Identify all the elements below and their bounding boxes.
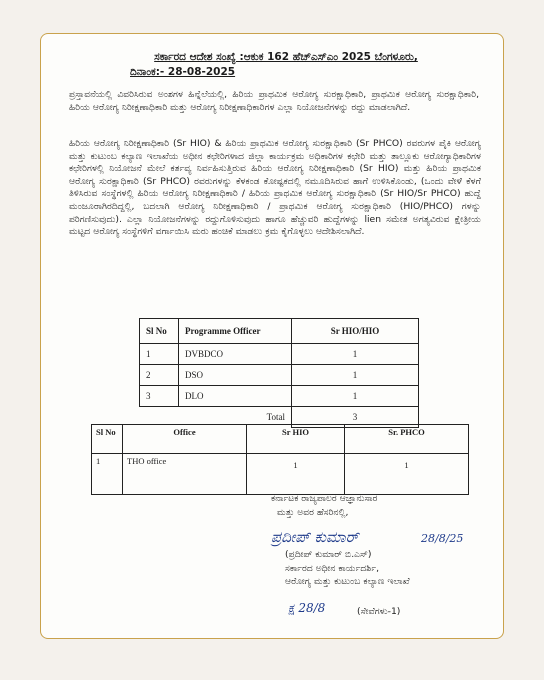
table-cell: 1: [140, 344, 179, 365]
handwritten-initials: ಕ್ಷ 28/8: [288, 601, 326, 615]
total-label: Total: [140, 407, 292, 428]
table-cell: DSO: [179, 365, 292, 386]
officer-name: (ಪ್ರದೀಪ್ ಕುಮಾರ್ ಬಿ.ಎಸ್): [285, 549, 372, 560]
order-date: ದಿನಾಂಕ:- 28-08-2025: [130, 66, 236, 78]
closing-block: [271, 492, 501, 520]
table-cell: 1: [345, 454, 469, 495]
table-row: [140, 344, 419, 365]
programme-officer-table: [139, 318, 419, 428]
table-cell: THO office: [123, 454, 247, 495]
table-header-cell: Sl No: [140, 319, 179, 344]
officer-block: [285, 548, 515, 589]
table-cell: 3: [140, 386, 179, 407]
closing-line-1: ಕರ್ನಾಟಕ ರಾಜ್ಯಪಾಲರ ಆಜ್ಞಾನುಸಾರ: [271, 493, 378, 504]
closing-line-2: ಮತ್ತು ಅವರ ಹೆಸರಿನಲ್ಲಿ,: [277, 507, 349, 518]
paragraph-2: ಹಿರಿಯ ಆರೋಗ್ಯ ನಿರೀಕ್ಷಣಾಧಿಕಾರಿ (Sr HIO) & ಹಿರಿಯ ಪ್ರಾಥಮಿಕ ಆರೋಗ್ಯ ಸುರಕ್ಷಾಧಿಕಾರಿ (Sr PHCO) ರವರುಗಳ ಪೈಕಿ ಆರೋಗ್ಯ ಮತ್ತು ಕುಟುಂಬ ಕಲ್ಯಾಣ ಇಲಾಖೆಯ ಅಧೀನ ಕಛೇರಿಗಳಾದ ಜಿಲ್ಲಾ ಕಾರ್ಯಕ್ರಮ ಅಧಿಕಾರಿಗಳ ಕಛೇರಿ ಮತ್ತು ತಾಲ್ಲೂಕು ಆರೋಗ್ಯಾಧಿಕಾರಿಗಳ ಕಛೇರಿಗಳಲ್ಲಿ ನಿಯೋಜನೆ ಮೇಲೆ ಕರ್ತವ್ಯ ನಿರ್ವಹಿಸುತ್ತಿರುವ ಹಿರಿಯ ಆರೋಗ್ಯ ನಿರೀಕ್ಷಣಾಧಿಕಾರಿ (Sr HIO) ಮತ್ತು ಹಿರಿಯ ಪ್ರಾಥಮಿಕ ಆರೋಗ್ಯ ಸುರಕ್ಷಾಧಿಕಾರಿ (Sr PHCO) ರವರುಗಳನ್ನು ಕೆಳಕಂಡ ಕೋಷ್ಟಕದಲ್ಲಿ ನಮೂದಿಸಿರುವ ಹಾಗೆ ಉಳಿಸಿಕೊಂಡು, (ಒಂದು ವೇಳೆ ಕೆಳಗೆ ತಿಳಿಸಿರುವ ಸಂಸ್ಥೆಗಳಲ್ಲಿ ಹಿರಿಯ ಆರೋಗ್ಯ ನಿರೀಕ್ಷಣಾಧಿಕಾರಿ / ಹಿರಿಯ ಪ್ರಾಥಮಿಕ ಆರೋಗ್ಯ ಸುರಕ್ಷಾಧಿಕಾರಿ (Sr HIO/Sr PHCO) ಹುದ್ದೆ ಮಂಜೂರಾಗಿರದಿದ್ದಲ್ಲಿ, ಬದಲಾಗಿ ಆರೋಗ್ಯ ನಿರೀಕ್ಷಣಾಧಿಕಾರಿ / ಪ್ರಾಥಮಿಕ ಆರೋಗ್ಯ ಸುರಕ್ಷಾಧಿಕಾರಿ (HIO/PHCO) ಗಳನ್ನು ಪರಿಗಣಿಸುವುದು). ಎಲ್ಲಾ ನಿಯೋಜನೆಗಳನ್ನು ರದ್ದುಗೊಳಿಸುವುದು ಹಾಗೂ ಹೆಚ್ಚುವರಿ ಹುದ್ದೆಗಳನ್ನು lien ಸಮೇತ ಅಗತ್ಯವಿರುವ ಕ್ಷೇತ್ರೀಯ ಮಟ್ಟದ ಆರೋಗ್ಯ ಸಂಸ್ಥೆಗಳಿಗೆ ವರ್ಗಾಯಿಸಿ ಮರು ಹಂಚಿಕೆ ಮಾಡಲು ಕ್ರಮ ಕೈಗೊಳ್ಳಲು ಆದೇಶಿಸಲಾಗಿದೆ.: [69, 138, 481, 238]
table-row: [140, 386, 419, 407]
table-header-row: [92, 425, 469, 454]
handwritten-signature: ಪ್ರದೀಪ್ ಕುಮಾರ್: [271, 528, 359, 546]
table-header-cell: Sr HIO: [247, 425, 345, 454]
table-cell: 1: [292, 386, 419, 407]
order-number: ಸರ್ಕಾರದ ಆದೇಶ ಸಂಖ್ಯೆ :ಆಕುಕ 162 ಹೆಚ್‌ಎಸ್‌ಎಂ 2025 ಬೆಂಗಳೂರು,: [154, 51, 418, 63]
table-row: [140, 365, 419, 386]
table-cell: 2: [140, 365, 179, 386]
total-value: 3: [292, 407, 419, 428]
table-cell: 1: [247, 454, 345, 495]
table-cell: 1: [292, 365, 419, 386]
table-cell: DLO: [179, 386, 292, 407]
table-cell: 1: [92, 454, 123, 495]
document-page: [40, 33, 504, 639]
officer-designation: ಸರ್ಕಾರದ ಅಧೀನ ಕಾರ್ಯದರ್ಶಿ,: [285, 562, 380, 574]
table-header-cell: Sr. PHCO: [345, 425, 469, 454]
officer-section: (ಸೇವೆಗಳು-1): [357, 606, 401, 617]
table-header-cell: Office: [123, 425, 247, 454]
order-header: [106, 50, 466, 80]
table-row: [92, 454, 469, 495]
table-header-cell: Programme Officer: [179, 319, 292, 344]
table-header-row: [140, 319, 419, 344]
table-header-cell: Sl No: [92, 425, 123, 454]
signature-date: 28/8/25: [421, 532, 464, 545]
table-cell: DVBDCO: [179, 344, 292, 365]
table-header-cell: Sr HIO/HIO: [292, 319, 419, 344]
paragraph-1: ಪ್ರಸ್ತಾವನೆಯಲ್ಲಿ ವಿವರಿಸಿರುವ ಅಂಶಗಳ ಹಿನ್ನೆಲೆಯಲ್ಲಿ, ಹಿರಿಯ ಪ್ರಾಥಮಿಕ ಆರೋಗ್ಯ ಸುರಕ್ಷಾಧಿಕಾರಿ, ಪ್ರಾಥಮಿಕ ಆರೋಗ್ಯ ಸುರಕ್ಷಾಧಿಕಾರಿ, ಹಿರಿಯ ಆರೋಗ್ಯ ನಿರೀಕ್ಷಣಾಧಿಕಾರಿ ಮತ್ತು ಆರೋಗ್ಯ ನಿರೀಕ್ಷಣಾಧಿಕಾರಿಗಳ ಎಲ್ಲಾ ನಿಯೋಜನೆಗಳನ್ನು ರದ್ದು ಮಾಡಲಾಗಿದೆ.: [69, 89, 479, 113]
table-cell: 1: [292, 344, 419, 365]
officer-department: ಆರೋಗ್ಯ ಮತ್ತು ಕುಟುಂಬ ಕಲ್ಯಾಣ ಇಲಾಖೆ: [285, 576, 410, 587]
office-table: [91, 424, 469, 495]
